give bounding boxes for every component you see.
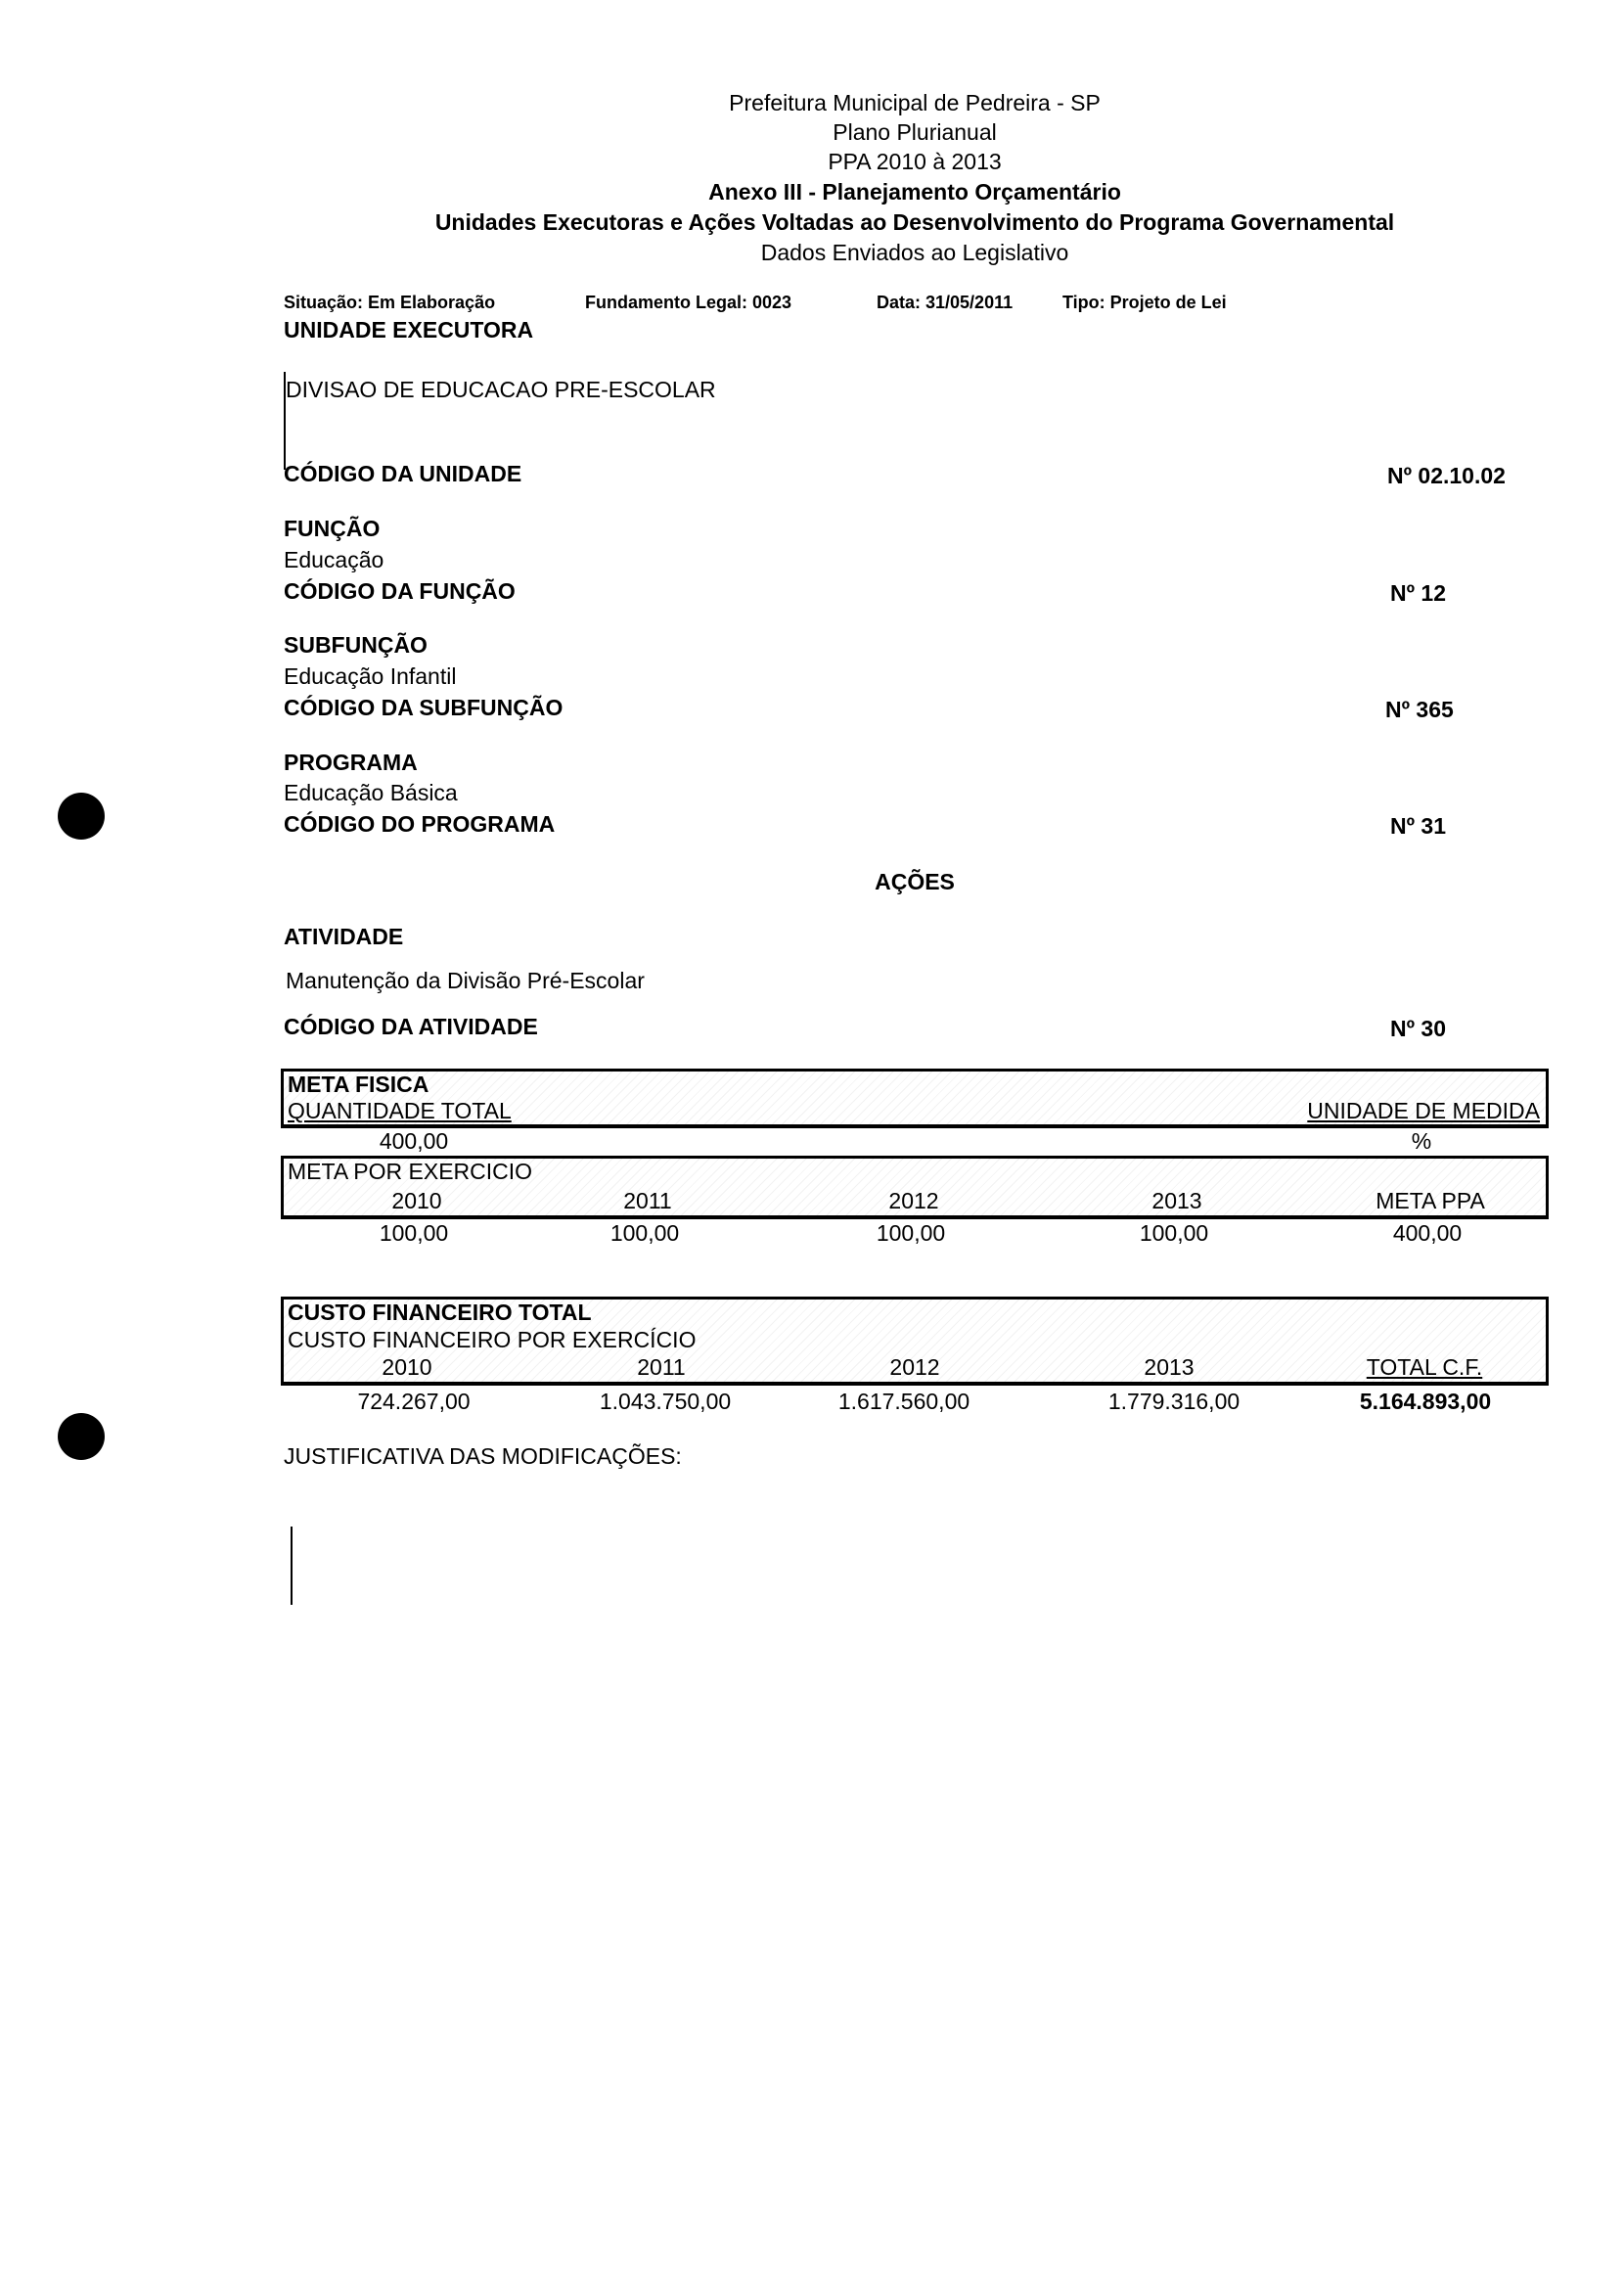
margin-line (291, 1527, 293, 1605)
meta-col-2011: 2011 (623, 1188, 672, 1213)
subfuncao-label: SUBFUNÇÃO (284, 632, 428, 658)
custo-value-total: 5.164.893,00 (1359, 1389, 1492, 1414)
custo-box (281, 1297, 1549, 1386)
funcao-name: Educação (284, 547, 384, 572)
unidade-medida-value: % (1411, 1128, 1432, 1154)
meta-exercicio-box (281, 1156, 1549, 1219)
atividade-label: ATIVIDADE (284, 924, 404, 949)
meta-col-2012: 2012 (888, 1188, 939, 1213)
status-situacao: Situação: Em Elaboração (284, 293, 496, 312)
custo-col-2011: 2011 (637, 1354, 686, 1380)
funcao-code: Nº 12 (1390, 580, 1446, 606)
meta-value-ppa: 400,00 (1392, 1220, 1463, 1246)
funcao-label: FUNÇÃO (284, 516, 381, 541)
unidade-name: DIVISAO DE EDUCACAO PRE-ESCOLAR (286, 377, 716, 402)
subfuncao-name: Educação Infantil (284, 663, 457, 689)
custo-col-2012: 2012 (889, 1354, 940, 1380)
custo-col-2010: 2010 (382, 1354, 432, 1380)
meta-fisica-title: META FISICA (288, 1072, 429, 1097)
meta-col-2010: 2010 (391, 1188, 442, 1213)
status-fundamento: Fundamento Legal: 0023 (585, 293, 792, 312)
meta-value-2011: 100,00 (609, 1220, 680, 1246)
unidade-code-label: CÓDIGO DA UNIDADE (284, 461, 522, 486)
meta-exercicio-title: META POR EXERCICIO (288, 1159, 533, 1184)
unidade-medida-label: UNIDADE DE MEDIDA (1307, 1098, 1540, 1123)
header-subtitle: Unidades Executoras e Ações Voltadas ao Desenvolvimento do Programa Governamental (434, 209, 1395, 235)
atividade-name: Manutenção da Divisão Pré-Escolar (286, 968, 645, 993)
programa-code: Nº 31 (1390, 813, 1446, 839)
meta-value-2012: 100,00 (876, 1220, 946, 1246)
header-ppa: PPA 2010 à 2013 (828, 149, 1002, 174)
custo-subtitle: CUSTO FINANCEIRO POR EXERCÍCIO (288, 1327, 697, 1352)
custo-col-2013: 2013 (1144, 1354, 1195, 1380)
subfuncao-code: Nº 365 (1385, 697, 1454, 722)
programa-name: Educação Básica (284, 780, 458, 805)
meta-col-2013: 2013 (1151, 1188, 1202, 1213)
justificativa-label: JUSTIFICATIVA DAS MODIFICAÇÕES: (284, 1443, 682, 1469)
punch-hole (58, 793, 105, 840)
atividade-code: Nº 30 (1390, 1016, 1446, 1041)
status-tipo: Tipo: Projeto de Lei (1062, 293, 1227, 312)
quantidade-total-label: QUANTIDADE TOTAL (288, 1098, 512, 1123)
header-municipality: Prefeitura Municipal de Pedreira - SP (729, 90, 1101, 115)
programa-label: PROGRAMA (284, 750, 418, 775)
acoes-title: AÇÕES (875, 869, 955, 894)
meta-value-2010: 100,00 (379, 1220, 449, 1246)
unidade-label: UNIDADE EXECUTORA (284, 317, 534, 342)
header-annex: Anexo III - Planejamento Orçamentário (708, 179, 1121, 205)
unidade-code: Nº 02.10.02 (1387, 463, 1506, 488)
atividade-code-label: CÓDIGO DA ATIVIDADE (284, 1014, 538, 1039)
subfuncao-code-label: CÓDIGO DA SUBFUNÇÃO (284, 695, 564, 720)
header-sent: Dados Enviados ao Legislativo (760, 240, 1069, 265)
meta-value-2013: 100,00 (1139, 1220, 1209, 1246)
custo-value-2013: 1.779.316,00 (1107, 1389, 1241, 1414)
header-plan: Plano Plurianual (833, 119, 997, 145)
punch-hole (58, 1413, 105, 1460)
custo-title: CUSTO FINANCEIRO TOTAL (288, 1300, 592, 1325)
quantidade-total-value: 400,00 (379, 1128, 449, 1154)
programa-code-label: CÓDIGO DO PROGRAMA (284, 811, 556, 837)
funcao-code-label: CÓDIGO DA FUNÇÃO (284, 578, 516, 604)
status-data: Data: 31/05/2011 (877, 293, 1014, 312)
custo-value-2011: 1.043.750,00 (599, 1389, 732, 1414)
custo-col-total: TOTAL C.F. (1366, 1354, 1483, 1380)
meta-fisica-box (281, 1069, 1549, 1128)
custo-value-2012: 1.617.560,00 (837, 1389, 970, 1414)
meta-col-ppa: META PPA (1376, 1188, 1485, 1213)
custo-value-2010: 724.267,00 (357, 1389, 471, 1414)
